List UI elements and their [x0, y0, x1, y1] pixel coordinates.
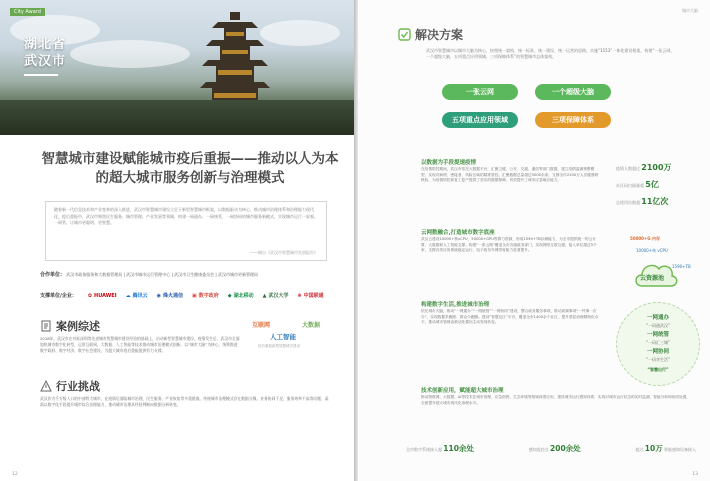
coop-units: 武汉市政务服务和大数据管理局 | 武汉市城市运行管理中心 | 武汉市卫生健康委员会 | 武汉市城市更新管理局	[66, 272, 258, 277]
mobile-logo: ◆ 湖北移动	[227, 292, 254, 299]
warning-icon	[40, 380, 52, 392]
university-logo: ▲ 武汉大学	[262, 292, 289, 299]
case-overview-heading: 案例综述	[40, 318, 100, 334]
coop-label: 合作单位：	[40, 272, 66, 278]
stat-2: 社区码扫描量超 5亿	[616, 180, 659, 189]
cloud-pool-label: 云资源池	[640, 275, 665, 282]
industry-challenge-text: 武汉作为千万级人口的中部特大城市，在疫情后面临城市治理、民生服务、产业恢复等多重挑战。传统城市治理模式存在数据分散、业务协同不足、服务效率不高等问题，亟需以数字化手段提升城市综合治理能力，推动城市治理从经验判断向数据分析转变。	[40, 396, 329, 407]
check-box-icon	[398, 28, 411, 41]
bottom-stat-2: 感知监控点 200余处	[528, 444, 581, 453]
bottom-stat-3: 超过 10万 智能感知设备接入	[635, 444, 696, 453]
intro-box	[45, 201, 327, 261]
block-digital-life: 构建数字生活,推进城市治理 依托城市大脑，推动“一网通办”“一网统管”“一网协同”建设，整合政务服务事项，推动高频事项“一件事一次办”，实现数据多跑路、群众少跑腿。建设“智慧社区”平台，覆盖全市1400余个社区，提升基层治理精细化水平，推动城市管理由被动处置向主动发现转变。	[421, 302, 599, 325]
solution-key-applications: 五项重点应用领域	[442, 112, 518, 128]
block-tech-innovation: 技术创新应用，赋能超大城市治理 推动物联网、大数据、AI等技术在城市管理、应急指挥、生态环境等领域深度应用，建设城市运行感知体系，实现对城市运行状态的实时监测、智能分析和协同处置，全面提升超大城市现代化治理水平。	[421, 388, 691, 405]
intro-source: ——摘自《武汉市智慧城市发展报告》	[250, 249, 318, 255]
huawei-logo: ✿ HUAWEI	[87, 292, 117, 299]
support-label: 支撑单位/企业：	[40, 293, 77, 299]
solution-guarantee-systems: 三项保障体系	[535, 112, 611, 128]
article-headline: 智慧城市建设赋能城市疫后重振——推动以人为本的超大城市服务创新与治理模式	[41, 151, 339, 186]
bottom-stats	[406, 443, 696, 454]
tencent-cloud-logo: ☁ 腾讯云	[125, 292, 148, 299]
cloud-resource-pool	[626, 236, 692, 298]
solution-cloud-network: 一张云网	[442, 84, 518, 100]
city-name: 武汉市	[24, 54, 67, 69]
city-title	[24, 36, 66, 76]
tag-bigdata: 大数据	[302, 322, 321, 329]
storage-label: 1590+TB	[672, 264, 691, 269]
memory-label: 50000+G 内存	[630, 236, 660, 241]
stat-1: 疫情人数超过 2100万	[616, 163, 672, 172]
hero-photo	[0, 0, 354, 135]
tag-caption: 疫后重振新型智慧城市建设	[258, 344, 300, 348]
page-number-left: 12	[12, 472, 18, 477]
document-icon	[40, 320, 52, 332]
block-cloud-network: 云网数融合,打造城市数字底座 武汉云建设10000+核vCPU、50000+GPU等算力资源，形成1590+TB存储能力，为全市提供统一的云计算、大数据和人工智能支撑。构建“一张云网”覆盖全市各级政务部门，实现网络互联互通，接入单位超过5千家，支撑各类应用系统稳定运行，电子政务外网带宽能力显著提升。	[421, 230, 597, 253]
right-page	[358, 0, 710, 481]
page-number-right: 13	[692, 472, 698, 477]
vcpu-label: 10000+核 vCPU	[636, 248, 668, 253]
tag-internet: 互联网	[252, 322, 271, 329]
block-data-epidemic: 以数据为手段提速疫情 在疫情防控期间，武汉市依托大数据平台，汇聚卫健、公安、交通、通信等部门数据，建立疫情监测预警模型，实现对病例、密接者、风险区域的精准管控。汇聚数据总量超过5000余条，支撑全市2100万人次健康码核验，为疫情防控和复工复产提供了坚实的数据保障，有效提升了城市应急响应能力。	[421, 160, 599, 183]
service-circle: 一网通办 “一码通武汉” 一网统管 “一码汇三城” 一网协同 “一码享生活” “智慧出行”	[616, 302, 700, 386]
industry-challenge-heading: 行业挑战	[40, 378, 100, 394]
solution-intro: 武汉市智慧城市以城市大脑为核心，按照统一架构、统一标准、统一建设、统一运营的思路，实施“1153”一体化建设框架，构建“一张云网、一个超级大脑、五项重点应用领域、三项保障体系”的智慧城市总体架构。	[426, 48, 675, 59]
support-logos	[40, 292, 324, 299]
left-page	[0, 0, 354, 481]
bottom-stat-1: 全市数字系统接入超 110余处	[406, 444, 474, 453]
province-name: 湖北省	[24, 37, 67, 52]
fiberhome-logo: ◉ 烽火通信	[156, 292, 183, 299]
running-header: 城市大脑	[682, 8, 698, 13]
intro-text: 随着新一代信息技术和产业变革的深入推进，武汉市智慧城市建设立足于新型智慧城市框架，以数据驱动为核心，推动城市治理体系和治理能力现代化。疫后重振中，武汉市聚焦民生服务、城市管理、产业发展等领域，构建一网通办、一网统管、一网协同的城市服务新模式，实现城市运行一屏观、一网管，让城市更聪明、更智慧。	[54, 207, 318, 225]
unicom-logo: ❋ 中国联通	[297, 292, 324, 299]
solution-heading: 解决方案	[398, 26, 463, 43]
case-overview-text: 2018年，武汉市在对标深圳等先进城市智慧城市建设经验的基础上，启动新型智慧城市建设。疫情发生后，武汉市全面加快城市数字化转型，运用互联网、大数据、人工智能等技术推动城市治理模式创新。以“城市大脑”为核心，统筹推进数字政府、数字经济、数字社会建设，为超大城市疫后重振提供有力支撑。	[40, 336, 240, 353]
solution-super-brain: 一个超级大脑	[535, 84, 611, 100]
cooperation-units	[40, 272, 340, 278]
tag-ai: 人工智能	[270, 333, 296, 341]
city-award-tag: City Award	[10, 8, 45, 16]
digital-gov-logo: ▣ 数字政府	[191, 292, 219, 299]
stat-3: 总使用次数超 11亿次	[616, 197, 669, 206]
